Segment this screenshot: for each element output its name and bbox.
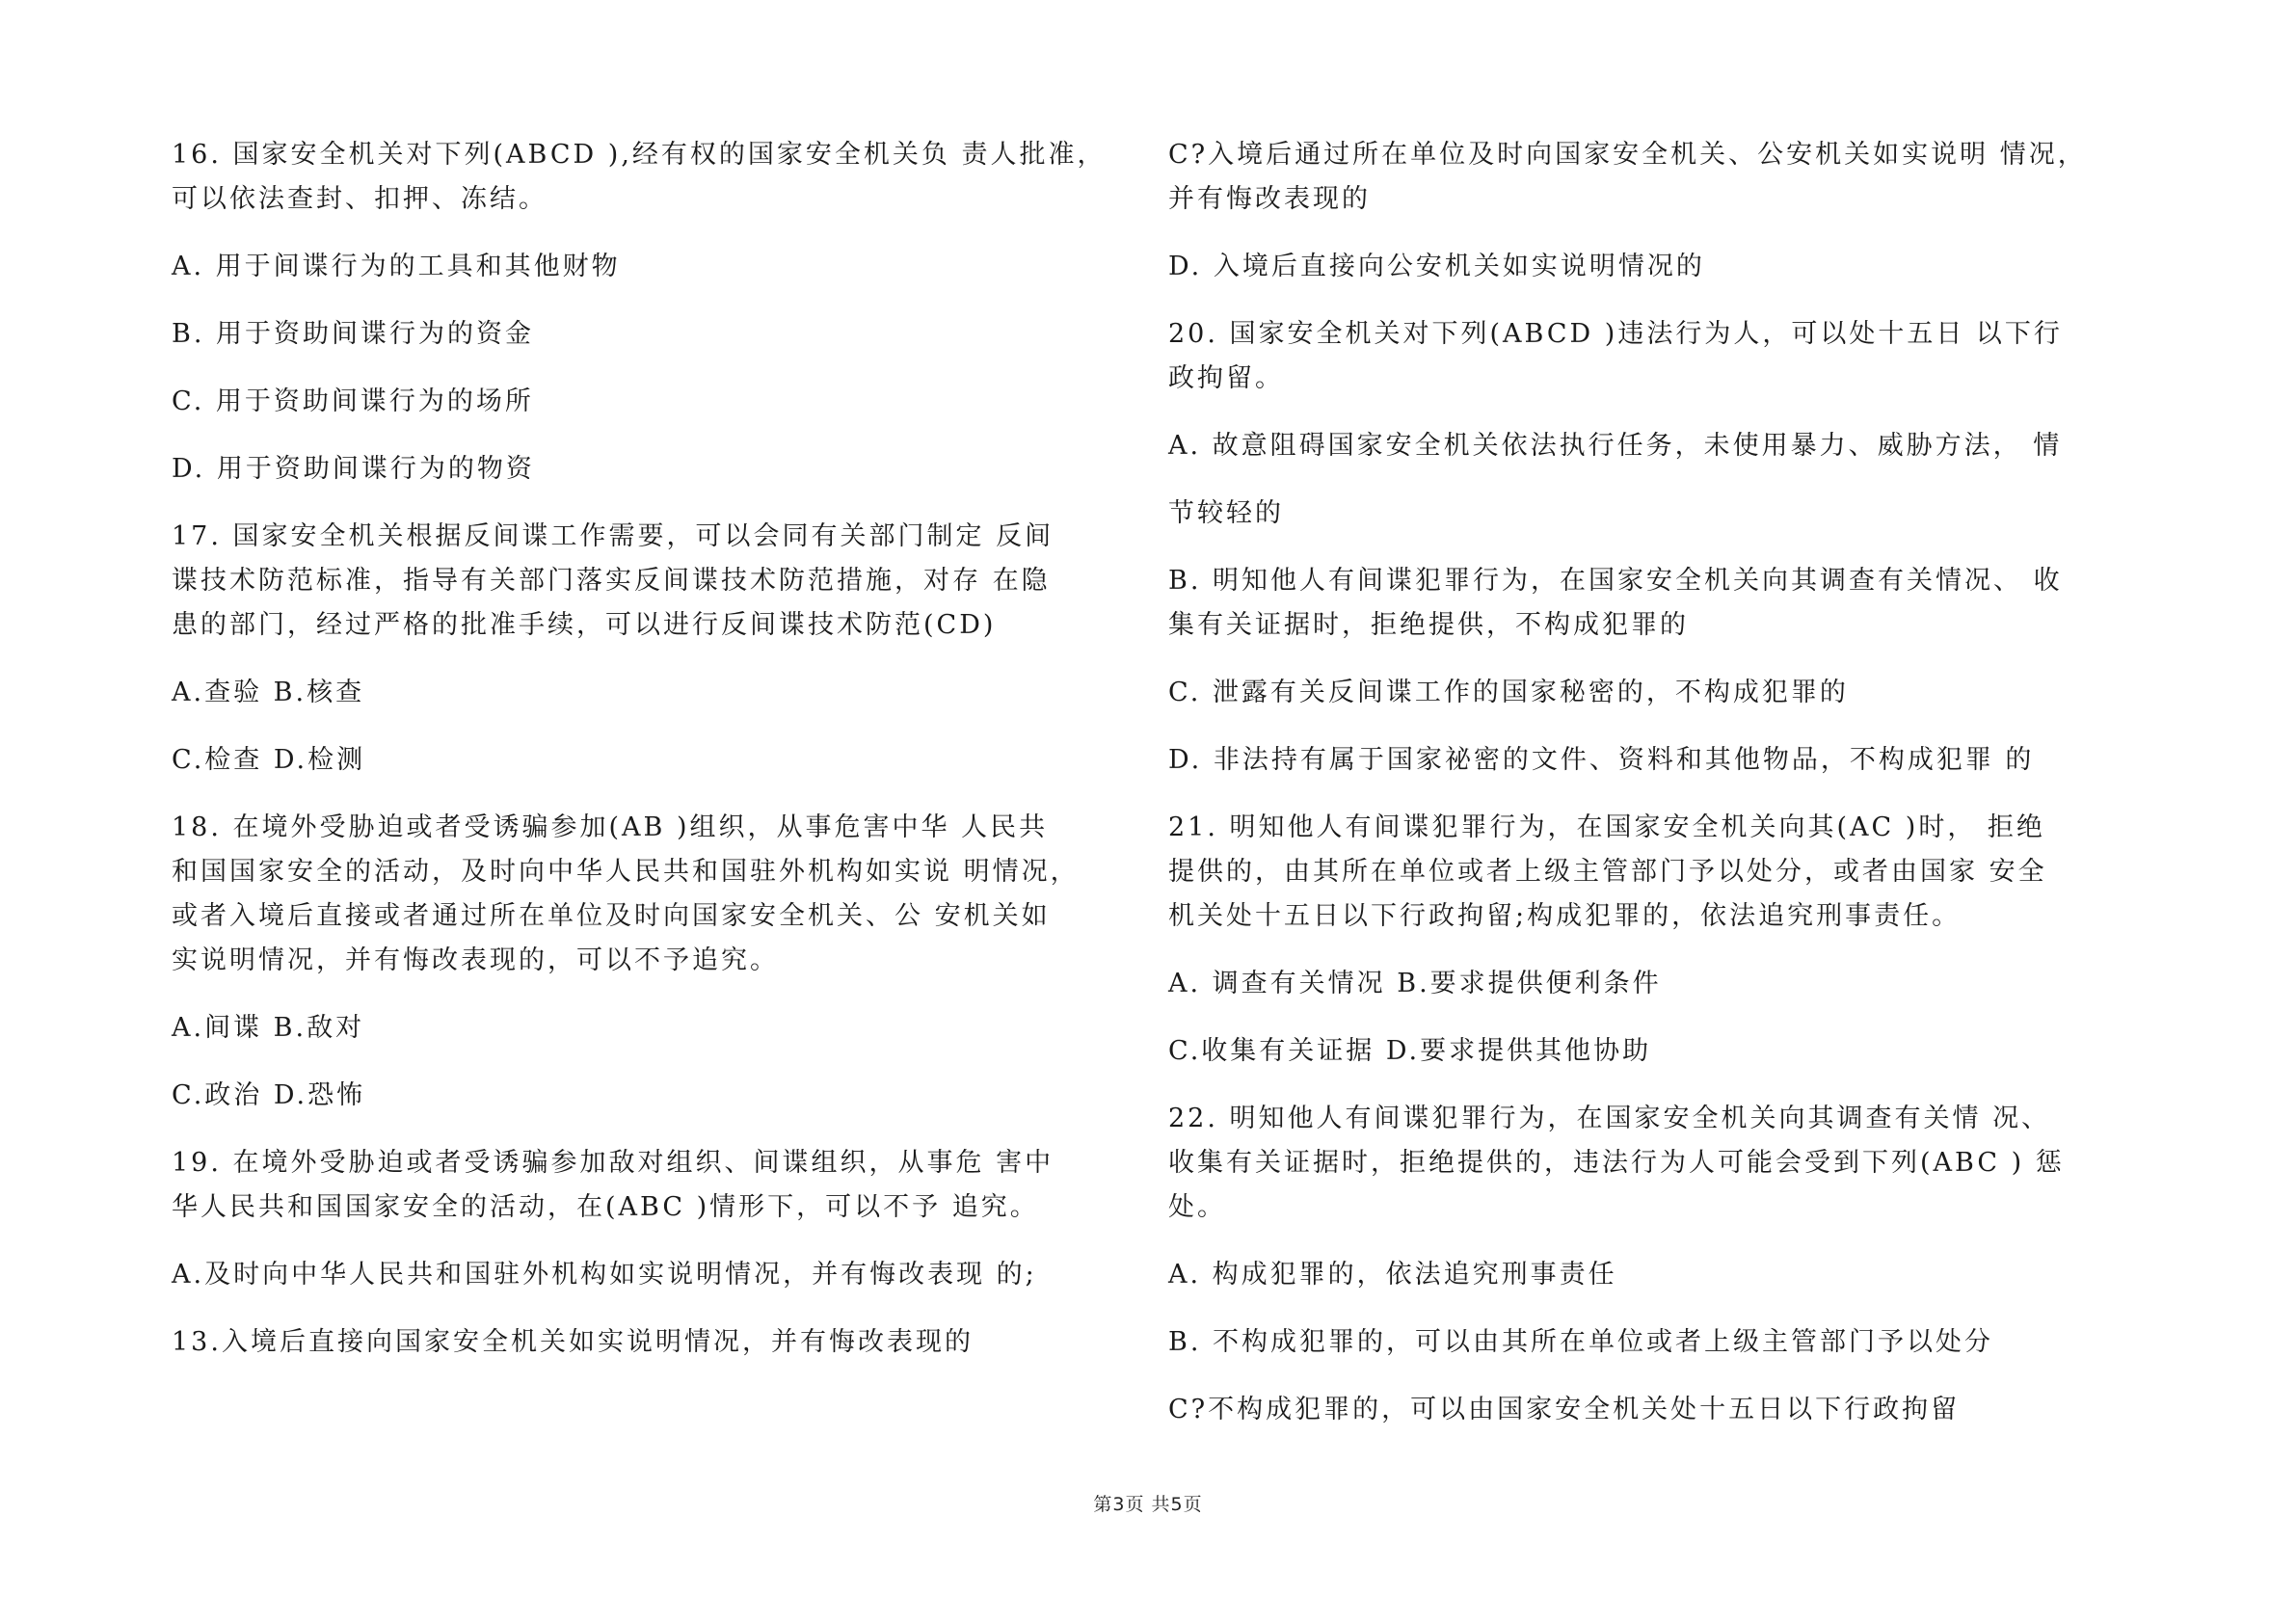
question-text-block	[172, 515, 1193, 648]
question-text-block	[172, 245, 1193, 289]
text-line: 收集有关证据时，拒绝提供的，违法行为人可能会受到下列(ABC ) 惩	[1168, 1148, 2065, 1178]
text-line: 21. 明知他人有间谍犯罪行为，在国家安全机关向其(AC )时， 拒绝	[1168, 812, 2045, 842]
question-text-block	[172, 447, 1193, 492]
question-text-block	[172, 1074, 1193, 1118]
text-line: A.及时向中华人民共和国驻外机构如实说明情况，并有悔改表现 的;	[172, 1260, 1037, 1290]
text-line: 13.入境后直接向国家安全机关如实说明情况，并有悔改表现的	[172, 1327, 974, 1357]
text-line: D. 用于资助间谍行为的物资	[172, 454, 535, 484]
text-line: D. 入境后直接向公安机关如实说明情况的	[1168, 252, 1705, 281]
question-text-block	[1168, 1029, 2161, 1074]
text-line: C?入境后通过所在单位及时向国家安全机关、公安机关如实说明 情况，	[1168, 140, 2087, 170]
text-line: A.查验 B.核查	[172, 678, 365, 707]
text-line: 20. 国家安全机关对下列(ABCD )违法行为人，可以处十五日 以下行	[1168, 319, 2063, 349]
text-line: 处。	[1168, 1192, 1226, 1222]
question-text-block	[172, 312, 1193, 357]
text-line: D. 非法持有属于国家祕密的文件、资料和其他物品，不构成犯罪 的	[1168, 745, 2035, 775]
text-line: 谍技术防范标准，指导有关部门落实反间谍技术防范措施，对存 在隐	[172, 566, 1051, 596]
text-line: 政拘留。	[1168, 363, 1284, 393]
question-text-block	[1168, 133, 2161, 222]
text-line: 或者入境后直接或者通过所在单位及时向国家安全机关、公 安机关如	[172, 901, 1051, 931]
question-text-block	[172, 1006, 1193, 1051]
text-line: 16. 国家安全机关对下列(ABCD ),经有权的国家安全机关负 责人批准，	[172, 140, 1107, 170]
question-text-block	[1168, 1388, 2161, 1432]
text-line: 集有关证据时，拒绝提供，不构成犯罪的	[1168, 610, 1689, 640]
page-number: 第3页 共5页	[1093, 1494, 1203, 1515]
text-line: 患的部门，经过严格的批准手续，可以进行反间谍技术防范(CD)	[172, 610, 997, 640]
text-line: 机关处十五日以下行政拘留;构成犯罪的，依法追究刑事责任。	[1168, 901, 1962, 931]
question-text-block	[1168, 1097, 2161, 1230]
text-line: C.收集有关证据 D.要求提供其他协助	[1168, 1036, 1652, 1066]
question-text-block	[172, 671, 1193, 715]
question-text-block	[1168, 671, 2161, 715]
text-line: A.间谍 B.敌对	[172, 1013, 365, 1043]
question-text-block	[1168, 806, 2161, 939]
text-line: 并有悔改表现的	[1168, 184, 1371, 214]
right-column	[1168, 133, 2161, 1455]
text-line: 19. 在境外受胁迫或者受诱骗参加敌对组织、间谍组织，从事危 害中	[172, 1148, 1055, 1178]
text-line: C.政治 D.恐怖	[172, 1080, 366, 1110]
text-line: B. 用于资助间谍行为的资金	[172, 319, 535, 349]
question-text-block	[1168, 559, 2161, 648]
question-text-block	[1168, 492, 2161, 536]
text-line: 节较轻的	[1168, 498, 1284, 528]
left-column	[172, 133, 1193, 1388]
text-line: 提供的，由其所在单位或者上级主管部门予以处分，或者由国家 安全	[1168, 857, 2047, 887]
text-line: A. 用于间谍行为的工具和其他财物	[172, 252, 621, 281]
text-line: 可以依法查封、扣押、冻结。	[172, 184, 547, 214]
text-line: 实说明情况，并有悔改表现的，可以不予追究。	[172, 945, 779, 975]
text-line: C?不构成犯罪的，可以由国家安全机关处十五日以下行政拘留	[1168, 1395, 1961, 1424]
question-text-block	[172, 806, 1193, 983]
question-text-block	[1168, 424, 2161, 468]
question-text-block	[1168, 738, 2161, 783]
question-text-block	[172, 1253, 1193, 1297]
text-line: B. 不构成犯罪的，可以由其所在单位或者上级主管部门予以处分	[1168, 1327, 1994, 1357]
text-line: A. 故意阻碍国家安全机关依法执行任务，未使用暴力、威胁方法， 情	[1168, 431, 2063, 461]
text-line: C. 泄露有关反间谍工作的国家秘密的，不构成犯罪的	[1168, 678, 1849, 707]
question-text-block	[1168, 962, 2161, 1006]
question-text-block	[1168, 312, 2161, 401]
text-line: 22. 明知他人有间谍犯罪行为，在国家安全机关向其调查有关情 况、	[1168, 1104, 2051, 1133]
text-line: C. 用于资助间谍行为的场所	[172, 386, 534, 416]
text-line: 和国国家安全的活动，及时向中华人民共和国驻外机构如实说 明情况，	[172, 857, 1080, 887]
question-text-block	[172, 1320, 1193, 1365]
text-line: 18. 在境外受胁迫或者受诱骗参加(AB )组织，从事危害中华 人民共	[172, 812, 1049, 842]
text-line: B. 明知他人有间谍犯罪行为，在国家安全机关向其调查有关情况、 收	[1168, 566, 2063, 596]
text-line: C.检查 D.检测	[172, 745, 366, 775]
question-text-block	[172, 133, 1193, 222]
question-text-block	[1168, 1320, 2161, 1365]
question-text-block	[172, 738, 1193, 783]
text-line: 华人民共和国国家安全的活动，在(ABC )情形下，可以不予 追究。	[172, 1192, 1039, 1222]
question-text-block	[172, 1141, 1193, 1230]
question-text-block	[172, 380, 1193, 424]
question-text-block	[1168, 245, 2161, 289]
text-line: 17. 国家安全机关根据反间谍工作需要，可以会同有关部门制定 反间	[172, 521, 1055, 551]
text-line: A. 调查有关情况 B.要求提供便利条件	[1168, 969, 1662, 998]
text-line: A. 构成犯罪的，依法追究刑事责任	[1168, 1260, 1617, 1290]
question-text-block	[1168, 1253, 2161, 1297]
